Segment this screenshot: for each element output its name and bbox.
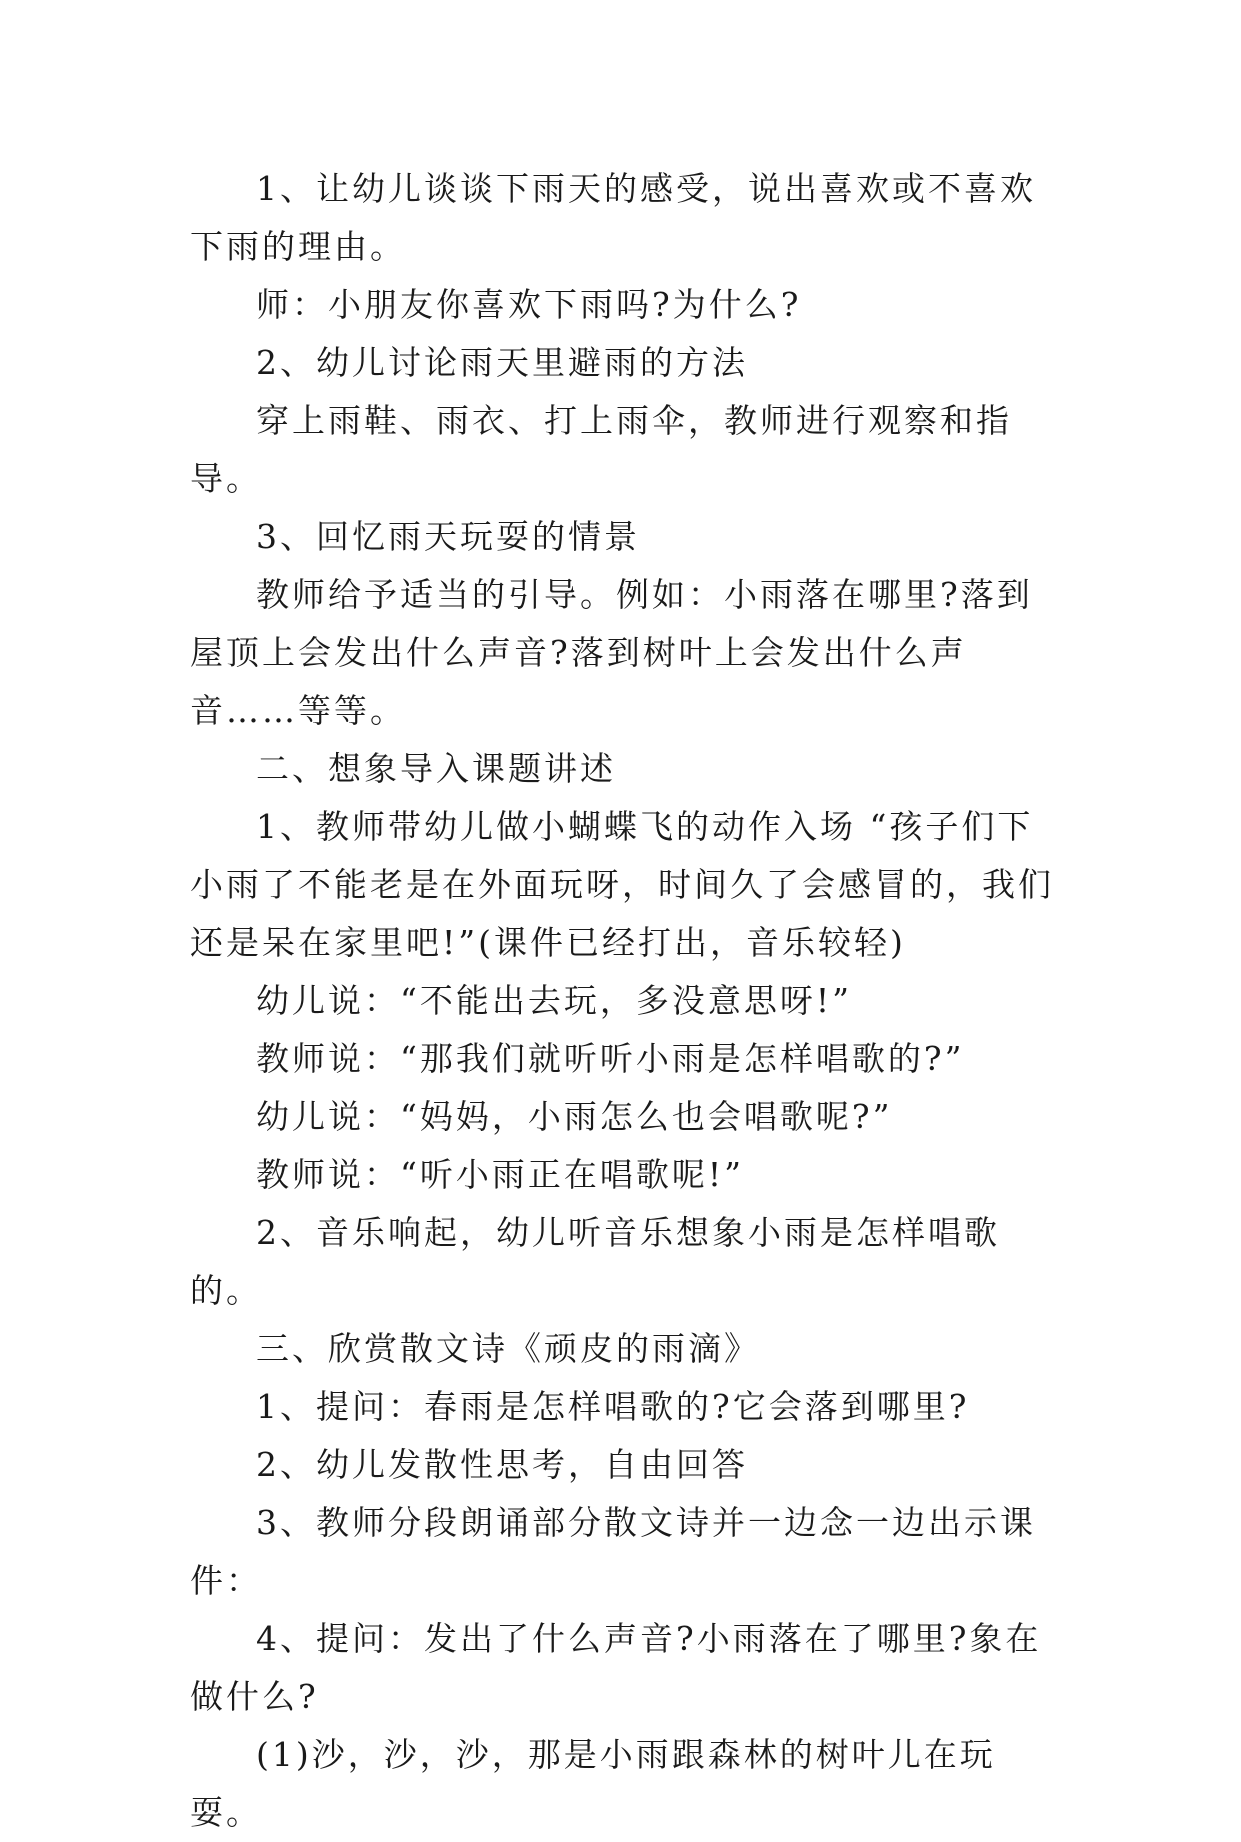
paragraph-1: 1、让幼儿谈谈下雨天的感受，说出喜欢或不喜欢下雨的理由。 [190,169,1036,266]
paragraph-3: 2、幼儿讨论雨天里避雨的方法 [256,343,748,382]
paragraph-4: 穿上雨鞋、雨衣、打上雨伞，教师进行观察和指导。 [190,401,1012,498]
paragraph-6: 教师给予适当的引导。例如：小雨落在哪里?落到屋顶上会发出什么声音?落到树叶上会发出什么声音……等等。 [190,575,1033,730]
paragraph-9: 幼儿说：“不能出去玩，多没意思呀!” [256,981,853,1020]
paragraph-13: 2、音乐响起，幼儿听音乐想象小雨是怎样唱歌的。 [190,1213,1000,1310]
paragraph-11: 幼儿说：“妈妈，小雨怎么也会唱歌呢?” [256,1097,893,1136]
paragraph-15: 1、提问：春雨是怎样唱歌的?它会落到哪里? [256,1387,970,1426]
paragraph-16: 2、幼儿发散性思考，自由回答 [256,1445,748,1484]
paragraph-17: 3、教师分段朗诵部分散文诗并一边念一边出示课件： [190,1503,1036,1600]
paragraph-10: 教师说：“那我们就听听小雨是怎样唱歌的?” [256,1039,965,1078]
paragraph-18: 4、提问：发出了什么声音?小雨落在了哪里?象在做什么? [190,1619,1042,1716]
paragraph-2: 师：小朋友你喜欢下雨吗?为什么? [256,285,802,324]
paragraph-19: (1)沙，沙，沙，那是小雨跟森林的树叶儿在玩耍。 [190,1735,996,1832]
paragraph-14: 三、欣赏散文诗《顽皮的雨滴》 [256,1329,760,1368]
document-body [190,160,1060,1842]
paragraph-12: 教师说：“听小雨正在唱歌呢!” [256,1155,745,1194]
paragraph-8: 1、教师带幼儿做小蝴蝶飞的动作入场 “孩子们下小雨了不能老是在外面玩呀，时间久了会感冒的，我们还是呆在家里吧!”(课件已经打出，音乐较轻) [190,807,1054,962]
paragraph-7: 二、想象导入课题讲述 [256,749,616,788]
paragraph-5: 3、回忆雨天玩耍的情景 [256,517,640,556]
